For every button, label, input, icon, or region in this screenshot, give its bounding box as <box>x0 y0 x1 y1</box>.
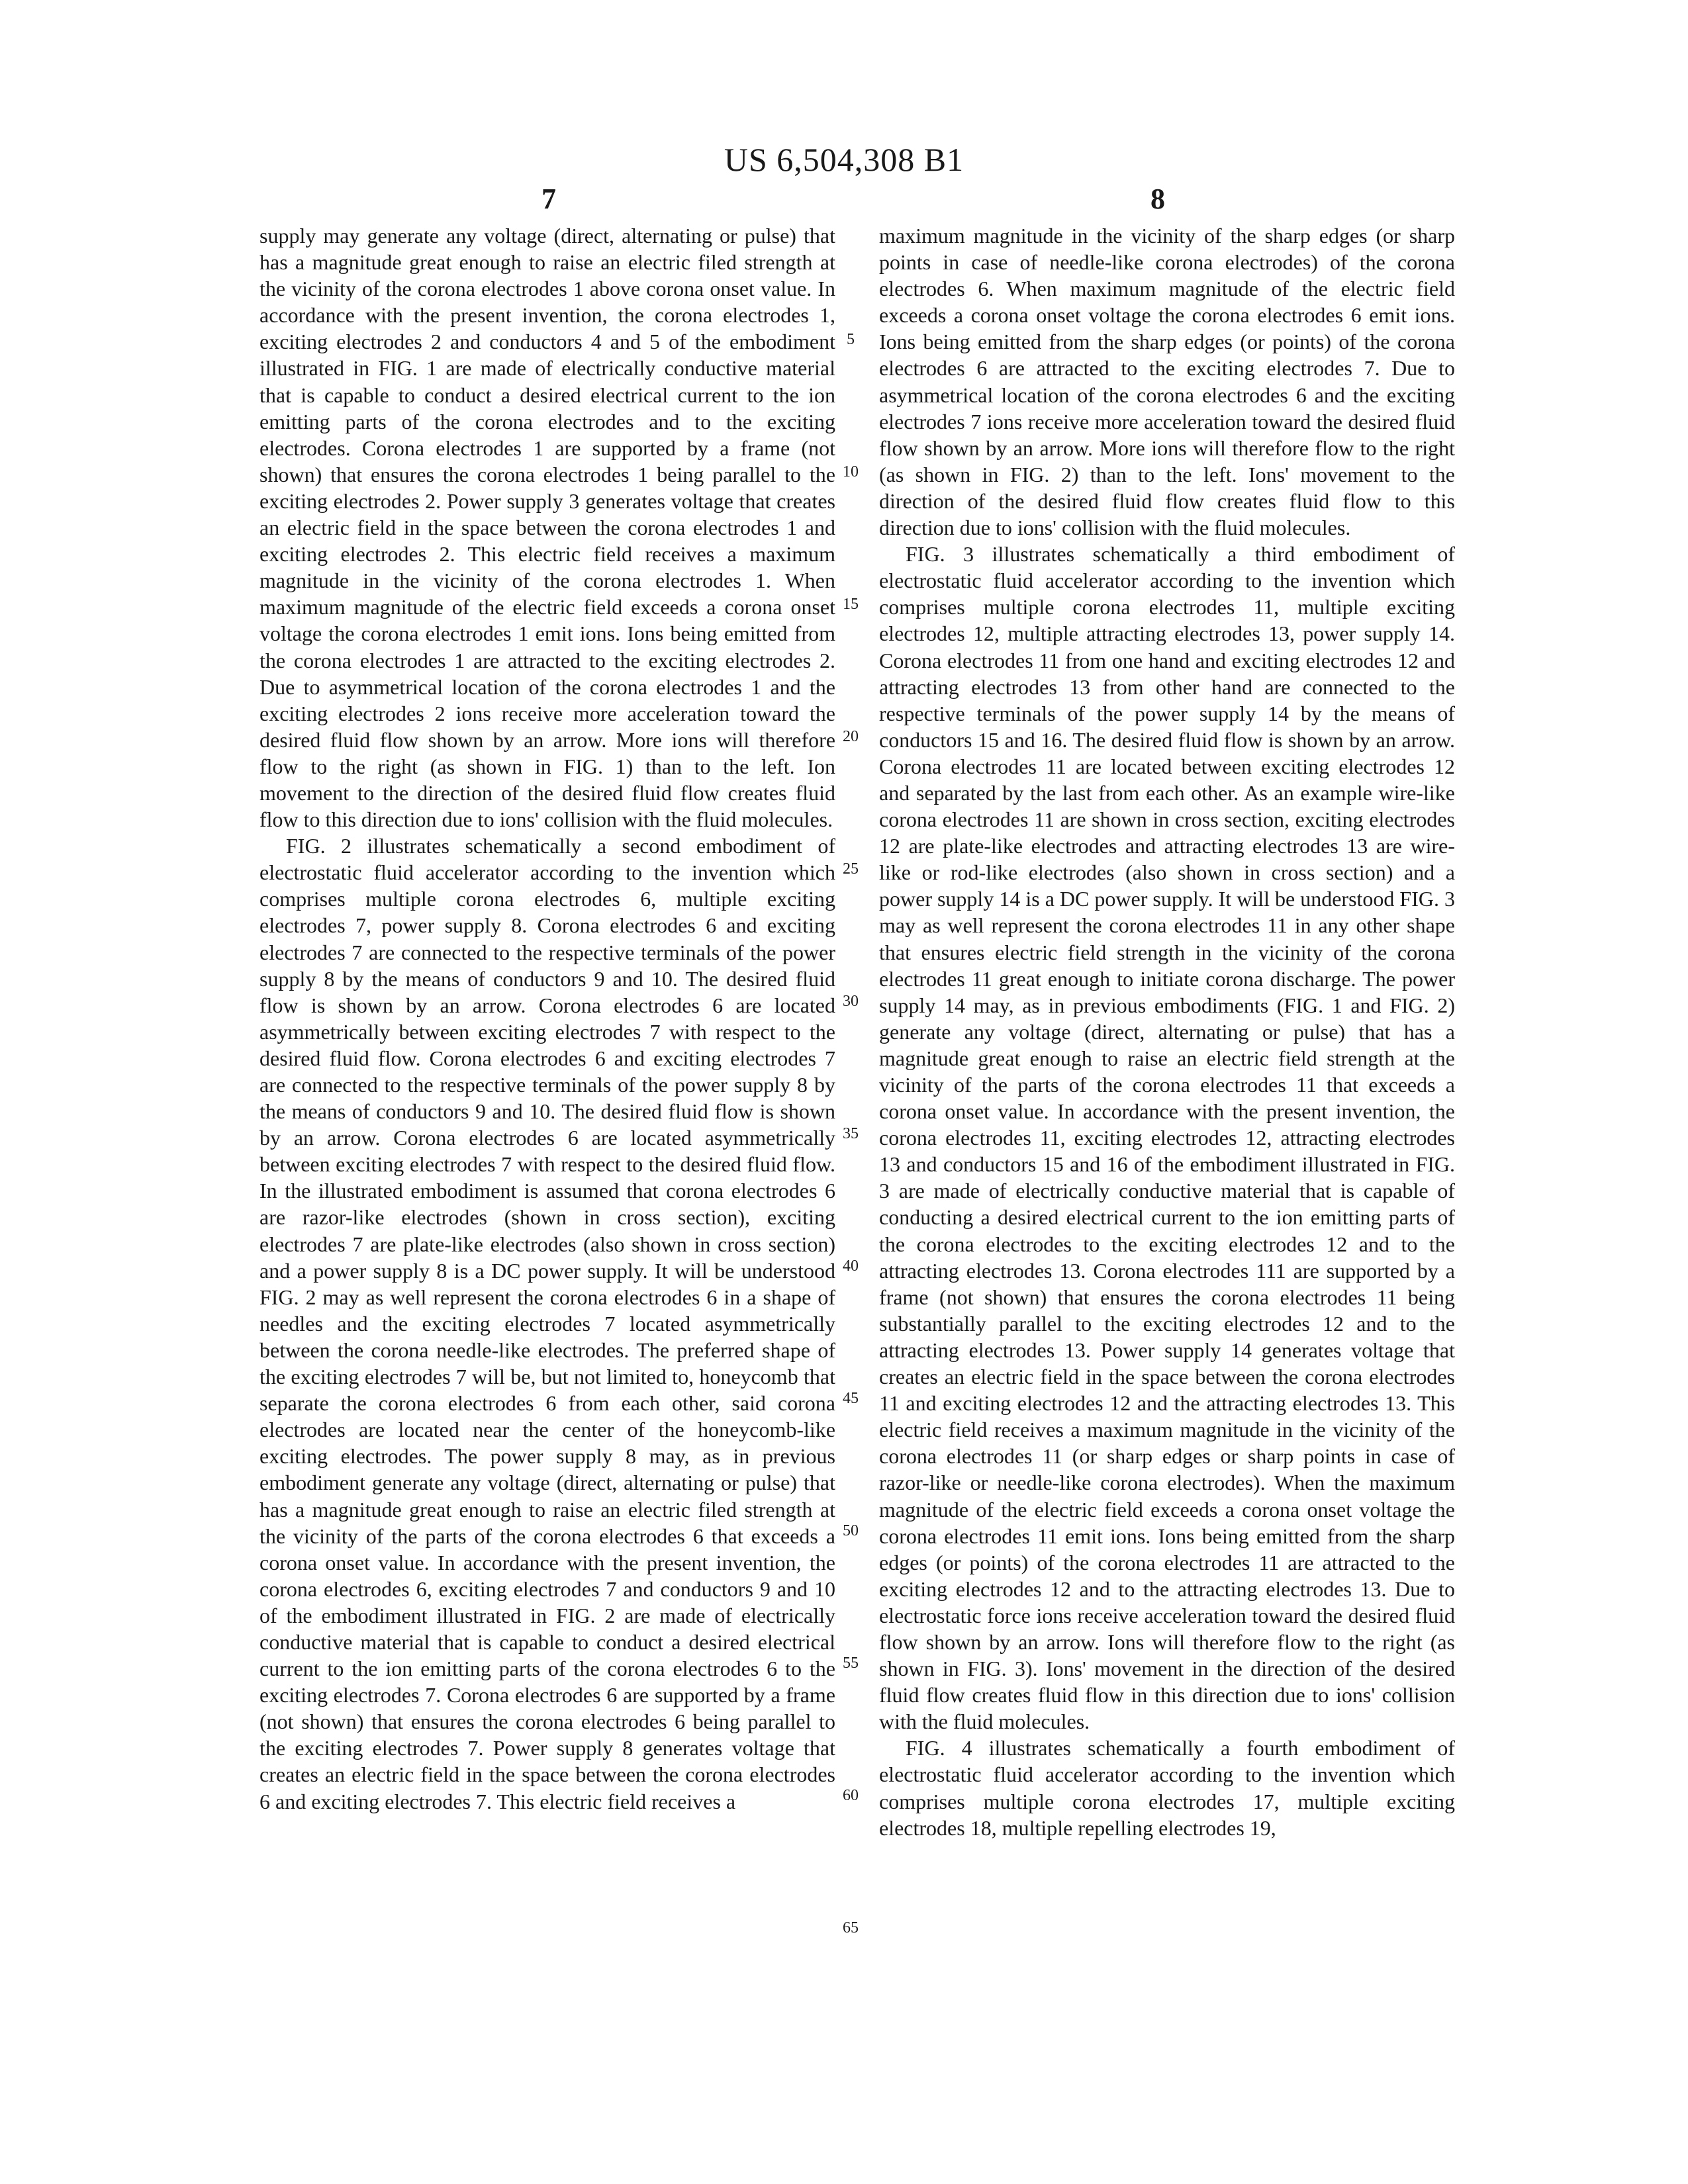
right-paragraph-2: FIG. 3 illustrates schematically a third embodiment of electrostatic fluid accelerator according to the invention which comprises multiple corona electrodes 11, multiple exciting electrodes 12, multiple attracting electrodes 13, power supply 14. Corona electrodes 11 from one hand and exciting electrodes 12 and attracting electrodes 13 from other hand are connected to the respective terminals of the power supply 14 by the means of conductors 15 and 16. The desired fluid flow is shown by an arrow. Corona electrodes 11 are located between exciting electrodes 12 and separated by the last from each other. As an example wire-like corona electrodes 11 are shown in cross section, exciting electrodes 12 are plate-like electrodes and attracting electrodes 13 are wire-like or rod-like electrodes (also shown in cross section) and a power supply 14 is a DC power supply. It will be understood FIG. 3 may as well represent the corona electrodes 11 in any other shape that ensures electric field strength in the vicinity of the corona electrodes 11 great enough to initiate corona discharge. The power supply 14 may, as in previous embodiments (FIG. 1 and FIG. 2) generate any voltage (direct, alternating or pulse) that has a magnitude great enough to raise an electric field strength at the vicinity of the parts of the corona electrodes 11 that exceeds a corona onset value. In accordance with the present invention, the corona electrodes 11, exciting electrodes 12, attracting electrodes 13 and conductors 15 and 16 of the embodiment illustrated in FIG. 3 are made of electrically conductive material that is capable of conducting a desired electrical current to the ion emitting parts of the corona electrodes to the exciting electrodes 12 and to the attracting electrodes 13. Corona electrodes 111 are supported by a frame (not shown) that ensures the corona electrodes 11 being substantially parallel to the exciting electrodes 12 and to the attracting electrodes 13. Power supply 14 generates voltage that creates an electric field in the space between the corona electrodes 11 and exciting electrodes 12 and the attracting electrodes 13. This electric field receives a maximum magnitude in the vicinity of the corona electrodes 11 (or sharp edges or sharp points in case of razor-like or needle-like corona electrodes). When the maximum magnitude of the electric field exceeds a corona onset voltage the corona electrodes 11 emit ions. Ions being emitted from the sharp edges (or points) of the corona electrodes 11 are attracted to the exciting electrodes 12 and to the attracting electrodes 13. Due to electrostatic force ions receive acceleration toward the desired fluid flow shown by an arrow. Ions will therefore flow to the right (as shown in FIG. 3). Ions' movement in the direction of the desired fluid flow creates fluid flow in this direction due to ions' collision with the fluid molecules. <box>879 542 1455 1734</box>
right-text-column <box>879 222 1455 1841</box>
line-number: 50 <box>843 1522 859 1539</box>
line-number: 40 <box>843 1257 859 1275</box>
line-number: 30 <box>843 993 859 1010</box>
right-paragraph-1: maximum magnitude in the vicinity of the sharp edges (or sharp points in case of needle-like corona electrodes) of the corona electrodes 6. When maximum magnitude of the electric field exceeds a corona onset voltage the corona electrodes 6 emit ions. Ions being emitted from the sharp edges (or points) of the corona electrodes 6 are attracted to the exciting electrodes 7. Due to asymmetrical location of the corona electrodes 6 and the exciting electrodes 7 ions receive more acceleration toward the desired fluid flow shown by an arrow. More ions will therefore flow to the right (as shown in FIG. 2) than to the left. Ions' movement to the direction of the desired fluid flow creates fluid flow to this direction due to ions' collision with the fluid molecules. <box>879 224 1455 540</box>
left-text-column <box>259 222 835 1815</box>
right-page-number: 8 <box>1150 183 1165 215</box>
line-number: 65 <box>843 1919 859 1936</box>
line-number: 20 <box>843 728 859 745</box>
line-number: 5 <box>847 331 855 348</box>
left-paragraph-2: FIG. 2 illustrates schematically a second embodiment of electrostatic fluid accelerator according to the invention which comprises multiple corona electrodes 6, multiple exciting electrodes 7, power supply 8. Corona electrodes 6 and exciting electrodes 7 are connected to the respective terminals of the power supply 8 by the means of conductors 9 and 10. The desired fluid flow is shown by an arrow. Corona electrodes 6 are located asymmetrically between exciting electrodes 7 with respect to the desired fluid flow. Corona electrodes 6 and exciting electrodes 7 are connected to the respective terminals of the power supply 8 by the means of conductors 9 and 10. The desired fluid flow is shown by an arrow. Corona electrodes 6 are located asymmetrically between exciting electrodes 7 with respect to the desired fluid flow. In the illustrated embodiment is assumed that corona electrodes 6 are razor-like electrodes (shown in cross section), exciting electrodes 7 are plate-like electrodes (also shown in cross section) and a power supply 8 is a DC power supply. It will be understood FIG. 2 may as well represent the corona electrodes 6 in a shape of needles and the exciting electrodes 7 located asymmetrically between the corona needle-like electrodes. The preferred shape of the exciting electrodes 7 will be, but not limited to, honeycomb that separate the corona electrodes 6 from each other, said corona electrodes are located near the center of the honeycomb-like exciting electrodes. The power supply 8 may, as in previous embodiment generate any voltage (direct, alternating or pulse) that has a magnitude great enough to raise an electric filed strength at the vicinity of the parts of the corona electrodes 6 that exceeds a corona onset value. In accordance with the present invention, the corona electrodes 6, exciting electrodes 7 and conductors 9 and 10 of the embodiment illustrated in FIG. 2 are made of electrically conductive material that is capable to conduct a desired electrical current to the ion emitting parts of the corona electrodes 6 to the exciting electrodes 7. Corona electrodes 6 are supported by a frame (not shown) that ensures the corona electrodes 6 being parallel to the exciting electrodes 7. Power supply 8 generates voltage that creates an electric field in the space between the corona electrodes 6 and exciting electrodes 7. This electric field receives a <box>259 834 835 1813</box>
line-number: 35 <box>843 1125 859 1142</box>
left-paragraph-1: supply may generate any voltage (direct, alternating or pulse) that has a magnitude great enough to raise an electric filed strength at the vicinity of the corona electrodes 1 above corona onset value. In accordance with the present invention, the corona electrodes 1, exciting electrodes 2 and conductors 4 and 5 of the embodiment illustrated in FIG. 1 are made of electrically conductive material that is capable to conduct a desired electrical current to the ion emitting parts of the corona electrodes and to the exciting electrodes. Corona electrodes 1 are supported by a frame (not shown) that ensures the corona electrodes 1 being parallel to the exciting electrodes 2. Power supply 3 generates voltage that creates an electric field in the space between the corona electrodes 1 and exciting electrodes 2. This electric field receives a maximum magnitude in the vicinity of the corona electrodes 1. When maximum magnitude of the electric field exceeds a corona onset voltage the corona electrodes 1 emit ions. Ions being emitted from the corona electrodes 1 are attracted to the exciting electrodes 2. Due to asymmetrical location of the corona electrodes 1 and the exciting electrodes 2 ions receive more acceleration toward the desired fluid flow shown by an arrow. More ions will therefore flow to the right (as shown in FIG. 1) than to the left. Ion movement to the direction of the desired fluid flow creates fluid flow to this direction due to ions' collision with the fluid molecules. <box>259 224 835 832</box>
line-number: 25 <box>843 860 859 878</box>
line-number: 60 <box>843 1787 859 1804</box>
line-number: 10 <box>843 463 859 480</box>
line-number: 45 <box>843 1390 859 1407</box>
line-number: 15 <box>843 596 859 613</box>
line-number: 55 <box>843 1655 859 1672</box>
patent-number-header: US 6,504,308 B1 <box>724 141 964 178</box>
left-page-number: 7 <box>541 183 556 215</box>
right-paragraph-3: FIG. 4 illustrates schematically a fourth embodiment of electrostatic fluid accelerator according to the invention which comprises multiple corona electrodes 17, multiple exciting electrodes 18, multiple repelling electrodes 19, <box>879 1736 1455 1840</box>
